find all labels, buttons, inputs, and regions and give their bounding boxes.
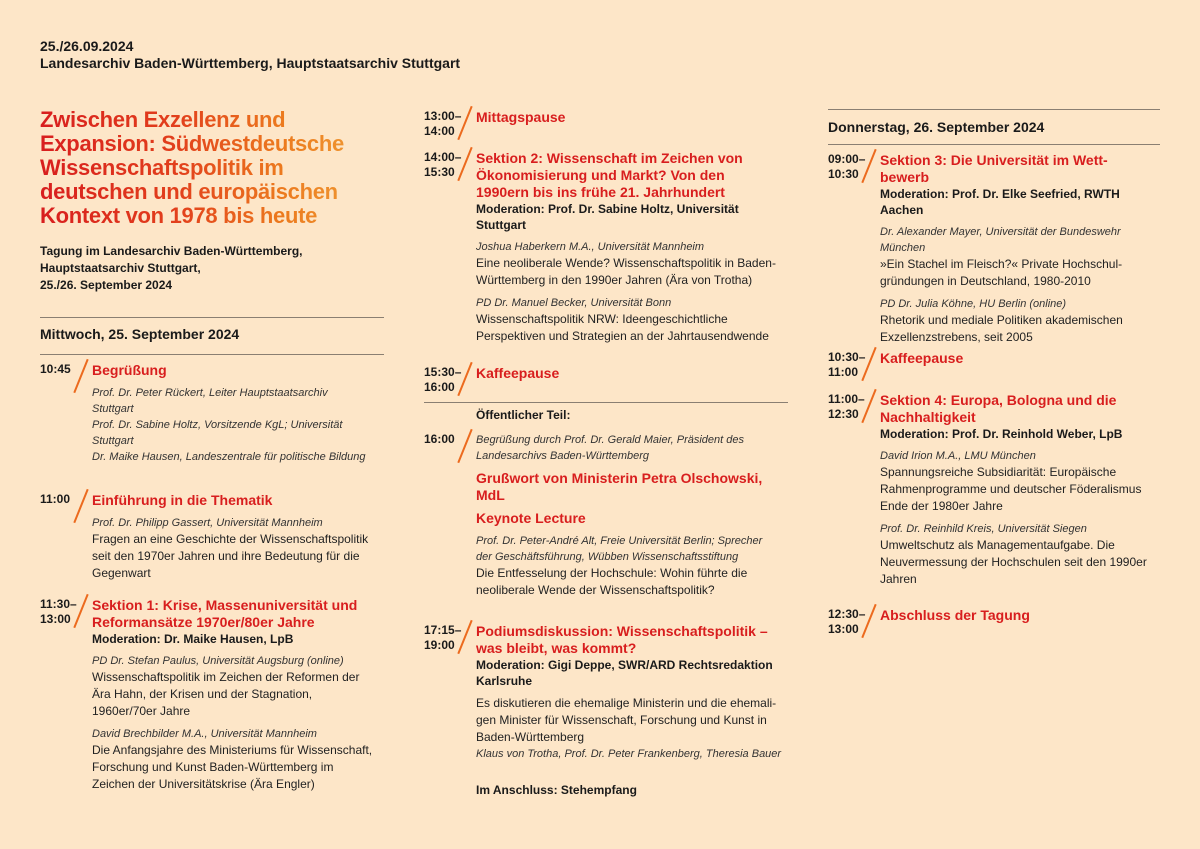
speaker: Stuttgart [92,403,134,415]
session-title: Reformansätze 1970er/80er Jahre [92,614,315,630]
moderation: Stuttgart [476,218,526,232]
session-title: Sektion 1: Krise, Massenuniversität und [92,597,358,613]
session-title: Mittagspause [476,109,566,125]
slot-time [424,365,461,395]
slot-time-start: 13:00– [424,109,462,123]
subtitle-line: Tagung im Landesarchiv Baden-Württemberg, [40,244,303,258]
slot-time-end: 16:00 [424,380,455,394]
talk-title: 1960er/70er Jahre [92,704,191,718]
slot-time [828,350,865,380]
session-title: 1990ern bis ins frühe 21. Jahrhundert [476,184,725,200]
session-title: Kaffeepause [476,365,560,381]
speaker: Prof. Dr. Reinhild Kreis, Universität Siegen [880,523,1087,535]
talk-title: Ära Hahn, der Krisen und der Stagnation, [92,687,313,701]
slot-time [424,150,461,180]
slot-time-end: 19:00 [424,638,455,652]
speaker: Landesarchivs Baden-Württemberg [476,450,650,462]
talk-title: Die Anfangsjahre des Ministeriums für Wissenschaft, [92,743,373,757]
speaker: PD Dr. Manuel Becker, Universität Bonn [476,297,672,309]
divider [40,317,384,318]
talk-title: Ende der 1980er Jahre [880,499,1003,513]
talk-title: gründungen in Deutschland, 1980-2010 [880,274,1091,288]
talk-title: Württemberg in den 1990er Jahren (Ära von Trotha) [476,273,753,287]
slot-time-start: 11:00– [828,392,865,406]
speaker: Prof. Dr. Sabine Holtz, Vorsitzende KgL; Universität [92,419,343,431]
talk-title: Umweltschutz als Managementaufgabe. Die [880,538,1115,552]
time-slash-icon [73,489,88,523]
talk-title: Zeichen der Universitätskrise (Ära Engler) [92,777,315,791]
speaker: Begrüßung durch Prof. Dr. Gerald Maier, Präsident des [476,434,744,446]
speaker: PD Dr. Julia Köhne, HU Berlin (online) [880,298,1067,310]
speaker: Prof. Dr. Peter-André Alt, Freie Universität Berlin; Sprecher [476,535,763,547]
talk-title: Wissenschaftspolitik NRW: Ideengeschichtliche [476,312,728,326]
moderation: Moderation: Prof. Dr. Sabine Holtz, Universität [476,202,739,216]
moderation: Moderation: Prof. Dr. Elke Seefried, RWTH Aachen [880,187,1120,217]
speaker: der Geschäftsführung, Wübben Wissenschaftsstiftung [476,551,739,563]
conference-title [40,108,385,228]
speaker: David Irion M.A., LMU München [880,450,1036,462]
slot-time-start: 14:00– [424,150,462,164]
session-title: Sektion 3: Die Universität im Wett- [880,152,1108,168]
talk-title: »Ein Stachel im Fleisch?« Private Hochschul- [880,257,1123,271]
session-title: Abschluss der Tagung [880,607,1030,623]
discussion-text: Baden-Württemberg [476,730,585,744]
panelists: Klaus von Trotha, Prof. Dr. Peter Frankenberg, Theresia Bauer [476,748,782,760]
moderation: Karlsruhe [476,674,533,688]
talk-title: Die Entfesselung der Hochschule: Wohin führte die [476,566,748,580]
public-section-label: Öffentlicher Teil: [476,408,571,422]
slot-time-end: 14:00 [424,124,455,138]
time-slash-icon [457,429,472,463]
slot-time [424,109,461,139]
speaker: Dr. Maike Hausen, Landeszentrale für politische Bildung [92,451,366,463]
time-slash-icon [73,359,88,393]
session-title: MdL [476,487,505,503]
talk-title: Exzellenzstrebens, seit 2005 [880,330,1033,344]
slot-time-start: 15:30– [424,365,462,379]
talk-title: Gegenwart [92,566,151,580]
discussion-text: gen Minister für Wissenschaft, Forschung und Kunst in [476,713,767,727]
divider [40,354,384,355]
title-line: Expansion: Südwestdeutsche [40,131,344,156]
slot-time [828,152,865,182]
title-line: Kontext von 1978 bis heute [40,203,318,228]
speaker: München [880,242,926,254]
session-title: Grußwort von Ministerin Petra Olschowski, [476,470,763,486]
session-title: Podiumsdiskussion: Wissenschaftspolitik – [476,623,768,639]
session-title: bewerb [880,169,930,185]
session-title: Nachhaltigkeit [880,409,976,425]
talk-title: Forschung und Kunst Baden-Württemberg im [92,760,334,774]
talk-title: neoliberale Wende der Wissenschaftspolitik? [476,583,715,597]
slot-time [828,392,865,422]
discussion-text: Es diskutieren die ehemalige Ministerin und die ehemali- [476,696,777,710]
session-title: Sektion 4: Europa, Bologna und die [880,392,1117,408]
title-line: Wissenschaftspolitik im [40,155,284,180]
moderation: Moderation: Gigi Deppe, SWR/ARD Rechtsredaktion [476,658,773,672]
title-line: Zwischen Exzellenz und [40,107,286,132]
day2-heading: Donnerstag, 26. September 2024 [828,119,1045,135]
event-venue: Landesarchiv Baden-Württemberg, Hauptstaatsarchiv Stuttgart [40,55,461,71]
subtitle-line: Hauptstaatsarchiv Stuttgart, [40,261,201,275]
talk-title: Rahmenprogramme und deutscher Föderalismus [880,482,1142,496]
session-title: Keynote Lecture [476,510,586,526]
talk-title: Eine neoliberale Wende? Wissenschaftspolitik in Baden- [476,256,776,270]
speaker: PD Dr. Stefan Paulus, Universität Augsburg (online) [92,655,344,667]
slot-time: 11:00 [40,492,71,506]
subtitle-line: 25./26. September 2024 [40,278,173,292]
talk-title: seit den 1970er Jahren und ihre Bedeutung für die [92,549,360,563]
speaker: Stuttgart [92,435,134,447]
slot-time [424,623,461,653]
session-title: Kaffeepause [880,350,964,366]
talk-title: Neuvermessung der Hochschulen seit den 1990er [880,555,1147,569]
speaker: Joshua Haberkern M.A., Universität Mannheim [476,241,705,253]
slot-time-end: 11:00 [828,365,859,379]
speaker: Dr. Alexander Mayer, Universität der Bundeswehr [880,226,1121,238]
session-title: Einführung in die Thematik [92,492,273,508]
day1-heading: Mittwoch, 25. September 2024 [40,326,240,342]
talk-title: Wissenschaftspolitik im Zeichen der Reformen der [92,670,360,684]
event-date: 25./26.09.2024 [40,38,134,54]
slot-time [40,597,77,627]
speaker: Prof. Dr. Peter Rückert, Leiter Hauptstaatsarchiv [92,387,328,399]
slot-time [828,607,865,637]
slot-time-start: 17:15– [424,623,462,637]
slot-time-start: 09:00– [828,152,866,166]
talk-title: Rhetorik und mediale Politiken akademischen [880,313,1123,327]
session-title: was bleibt, was kommt? [476,640,637,656]
slot-time-end: 13:00 [828,622,859,636]
conference-subtitle [40,243,385,294]
slot-time: 16:00 [424,432,455,446]
title-line: deutschen und europäischen [40,179,338,204]
talk-title: Fragen an eine Geschichte der Wissenschaftspolitik [92,532,369,546]
divider [828,109,1160,110]
talk-title: Jahren [880,572,917,586]
slot-time-end: 15:30 [424,165,455,179]
slot-time-end: 10:30 [828,167,859,181]
speaker: David Brechbilder M.A., Universität Mannheim [92,728,317,740]
moderation: Moderation: Prof. Dr. Reinhold Weber, LpB [880,427,1123,441]
session-title: Begrüßung [92,362,167,378]
slot-time-start: 12:30– [828,607,866,621]
moderation: Moderation: Dr. Maike Hausen, LpB [92,632,294,646]
session-title: Sektion 2: Wissenschaft im Zeichen von [476,150,743,166]
speaker: Prof. Dr. Philipp Gassert, Universität Mannheim [92,517,323,529]
slot-time-start: 11:30– [40,597,77,611]
session-title: Ökonomisierung und Markt? Von den [476,167,725,183]
slot-time: 10:45 [40,362,71,376]
divider [424,402,788,403]
divider [828,144,1160,145]
talk-title: Spannungsreiche Subsidiarität: Europäische [880,465,1117,479]
reception-note: Im Anschluss: Stehempfang [476,783,637,797]
slot-time-start: 10:30– [828,350,866,364]
slot-time-end: 12:30 [828,407,859,421]
slot-time-end: 13:00 [40,612,71,626]
talk-title: Perspektiven und Strategien an der Jahrtausendwende [476,329,769,343]
